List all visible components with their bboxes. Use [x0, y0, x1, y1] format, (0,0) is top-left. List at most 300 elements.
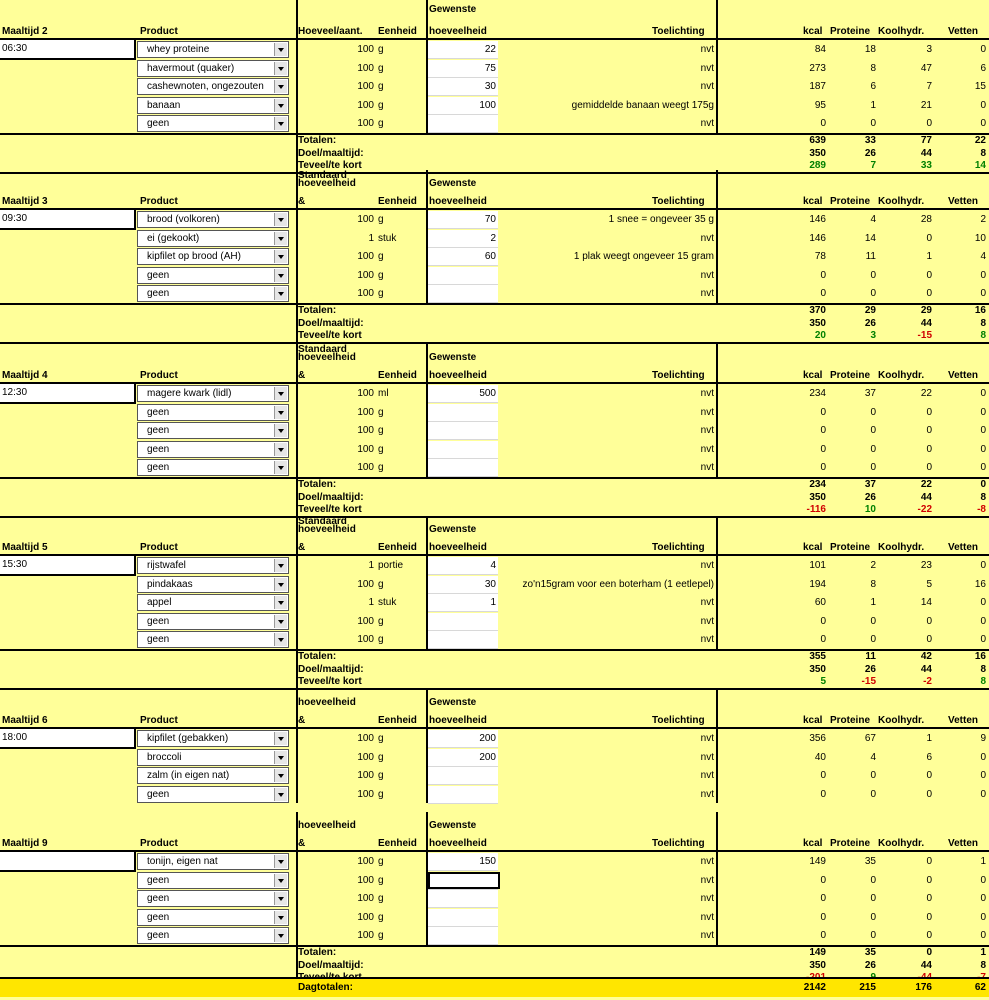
product-dropdown-value: geen: [147, 443, 170, 455]
totals-row-kcal: 355: [809, 651, 826, 662]
carb-value: 5: [926, 578, 932, 590]
difference-row-carb: -2: [923, 676, 932, 687]
kcal-value: 0: [820, 634, 826, 646]
product-dropdown-value: appel: [147, 597, 172, 609]
wanted-quantity-input[interactable]: 30: [428, 576, 498, 593]
protein-value: 11: [865, 251, 876, 263]
product-dropdown-value: geen: [147, 634, 170, 646]
goal-row-fat: 8: [980, 147, 986, 159]
protein-value: 0: [870, 893, 876, 905]
chevron-down-icon[interactable]: [274, 633, 287, 646]
col-proteine: Proteine: [830, 542, 871, 553]
fat-value: 0: [980, 930, 986, 942]
wanted-quantity-input[interactable]: 70: [428, 211, 498, 228]
kcal-value: 0: [820, 788, 826, 800]
note: nvt: [700, 788, 714, 800]
standard-quantity: 100: [357, 874, 374, 886]
meal-header: [0, 516, 989, 553]
wanted-quantity-input[interactable]: [428, 767, 498, 784]
unit: g: [378, 118, 384, 130]
carb-value: 22: [920, 388, 932, 399]
carb-value: 1: [926, 733, 932, 744]
goal-row-label: Doel/maaltijd:: [298, 959, 364, 971]
day-total-prot: 215: [859, 982, 876, 993]
kcal-value: 194: [809, 578, 826, 590]
chevron-down-icon[interactable]: [274, 117, 287, 130]
chevron-down-icon[interactable]: [274, 250, 287, 263]
chevron-down-icon[interactable]: [274, 751, 287, 764]
block-end-divider: [0, 516, 989, 518]
standard-quantity: 100: [357, 578, 374, 590]
product-dropdown[interactable]: [137, 230, 289, 247]
totals-row-fat: 16: [974, 305, 986, 316]
carb-value: 0: [926, 930, 932, 942]
col-koolhydr: Koolhydr.: [878, 838, 925, 849]
wanted-quantity-input[interactable]: 1: [428, 594, 498, 611]
standard-quantity: 100: [357, 770, 374, 782]
totals-row-label: Totalen:: [298, 479, 337, 490]
product-dropdown[interactable]: [137, 41, 289, 58]
col-koolhydr: Koolhydr.: [878, 715, 925, 726]
difference-row-carb: 33: [920, 160, 932, 171]
col-gewenste-2: hoeveelheid: [429, 715, 487, 726]
product-dropdown[interactable]: [137, 890, 289, 907]
note: nvt: [700, 560, 714, 571]
meal-time-input[interactable]: 12:30: [0, 384, 136, 404]
wanted-quantity-input[interactable]: 30: [428, 78, 498, 95]
kcal-value: 0: [820, 874, 826, 886]
difference-row-carb: -15: [917, 330, 932, 341]
carb-value: 0: [926, 443, 932, 455]
product-dropdown[interactable]: [137, 767, 289, 784]
carb-value: 28: [920, 214, 932, 225]
col-amp: &: [298, 542, 306, 553]
protein-value: 0: [870, 462, 876, 474]
col-kcal: kcal: [803, 196, 823, 207]
fat-value: 0: [980, 462, 986, 474]
product-dropdown-value: geen: [147, 406, 170, 418]
unit: g: [378, 288, 384, 300]
kcal-value: 356: [809, 733, 826, 744]
product-dropdown[interactable]: [137, 115, 289, 132]
chevron-down-icon[interactable]: [274, 929, 287, 942]
unit: g: [378, 751, 384, 763]
chevron-down-icon[interactable]: [274, 80, 287, 93]
note: nvt: [700, 462, 714, 474]
wanted-quantity-input[interactable]: 100: [428, 97, 498, 114]
unit: g: [378, 462, 384, 474]
note: nvt: [700, 388, 714, 399]
standard-quantity: 100: [357, 615, 374, 627]
carb-value: 0: [926, 462, 932, 474]
note: nvt: [700, 856, 714, 867]
standard-quantity: 100: [357, 62, 374, 74]
product-dropdown[interactable]: [137, 211, 289, 228]
product-dropdown[interactable]: [137, 927, 289, 944]
note: nvt: [700, 425, 714, 437]
product-dropdown-value: rijstwafel: [147, 560, 186, 571]
wanted-quantity-input[interactable]: 22: [428, 41, 498, 58]
protein-value: 0: [870, 118, 876, 130]
chevron-down-icon[interactable]: [274, 911, 287, 924]
unit: g: [378, 893, 384, 905]
standard-quantity: 100: [357, 733, 374, 744]
fat-value: 0: [980, 615, 986, 627]
totals-row-prot: 33: [864, 135, 876, 146]
meal-header: [0, 170, 989, 207]
header-divider: [0, 208, 989, 210]
note: nvt: [700, 81, 714, 93]
wanted-quantity-input[interactable]: [428, 927, 498, 944]
goal-row-prot: 26: [864, 491, 876, 503]
unit: g: [378, 406, 384, 418]
col-kcal: kcal: [803, 26, 823, 37]
col-gewenste-2: hoeveelheid: [429, 370, 487, 381]
chevron-down-icon[interactable]: [274, 596, 287, 609]
product-dropdown-value: havermout (quaker): [147, 62, 235, 74]
chevron-down-icon[interactable]: [274, 559, 287, 572]
fat-value: 15: [974, 81, 986, 93]
meal-header: [0, 818, 989, 848]
col-amp: &: [298, 838, 306, 849]
col-toelichting: Toelichting: [652, 715, 705, 726]
product-dropdown[interactable]: [137, 441, 289, 458]
product-dropdown-value: geen: [147, 462, 170, 474]
day-totals-row: [0, 979, 989, 997]
col-eenheid: Eenheid: [378, 838, 417, 849]
col-eenheid: Eenheid: [378, 26, 417, 37]
product-dropdown[interactable]: [137, 78, 289, 95]
chevron-down-icon[interactable]: [274, 615, 287, 628]
kcal-value: 0: [820, 118, 826, 130]
col-product: Product: [140, 715, 178, 726]
product-dropdown[interactable]: [137, 557, 289, 574]
meal-title: Maaltijd 3: [2, 196, 48, 207]
chevron-down-icon[interactable]: [274, 62, 287, 75]
unit: g: [378, 62, 384, 74]
chevron-down-icon[interactable]: [274, 424, 287, 437]
chevron-down-icon[interactable]: [274, 788, 287, 801]
standard-quantity: 100: [357, 214, 374, 225]
wanted-quantity-input[interactable]: [428, 786, 498, 803]
goal-row-kcal: 350: [809, 317, 826, 329]
wanted-quantity-input[interactable]: 200: [428, 749, 498, 766]
wanted-quantity-input[interactable]: [428, 890, 498, 907]
day-totals-label: Dagtotalen:: [298, 982, 353, 993]
kcal-value: 0: [820, 425, 826, 437]
product-dropdown[interactable]: [137, 285, 289, 302]
carb-value: 0: [926, 856, 932, 867]
unit: ml: [378, 388, 389, 399]
product-dropdown[interactable]: [137, 631, 289, 648]
note: nvt: [700, 288, 714, 300]
product-dropdown[interactable]: [137, 385, 289, 402]
carb-value: 0: [926, 874, 932, 886]
standard-quantity: 100: [357, 269, 374, 281]
note: zo'n15gram voor een boterham (1 eetlepel): [522, 578, 714, 590]
chevron-down-icon[interactable]: [274, 578, 287, 591]
meal-block: [0, 344, 989, 520]
carb-value: 6: [926, 751, 932, 763]
col-proteine: Proteine: [830, 838, 871, 849]
note: 1 snee = ongeveer 35 g: [608, 214, 714, 225]
wanted-quantity-input[interactable]: 60: [428, 248, 498, 265]
note: nvt: [700, 615, 714, 627]
protein-value: 8: [870, 62, 876, 74]
carb-value: 3: [926, 44, 932, 55]
row-grid-line: [428, 803, 498, 804]
goal-row-prot: 26: [864, 663, 876, 675]
chevron-down-icon[interactable]: [274, 406, 287, 419]
col-gewenste: Gewenste: [429, 4, 477, 15]
product-dropdown[interactable]: [137, 97, 289, 114]
chevron-down-icon[interactable]: [274, 769, 287, 782]
wanted-quantity-input[interactable]: [428, 404, 498, 421]
product-dropdown[interactable]: [137, 749, 289, 766]
goal-row-kcal: 350: [809, 491, 826, 503]
standard-quantity: 100: [357, 251, 374, 263]
col-vetten: Vetten: [948, 838, 979, 849]
note: nvt: [700, 443, 714, 455]
protein-value: 0: [870, 615, 876, 627]
meal-header: [0, 6, 989, 36]
goal-row-fat: 8: [980, 959, 986, 971]
protein-value: 0: [870, 930, 876, 942]
col-vetten: Vetten: [948, 715, 979, 726]
col-toelichting: Toelichting: [652, 196, 705, 207]
totals-row-prot: 29: [864, 305, 876, 316]
protein-value: 35: [864, 856, 876, 867]
carb-value: 47: [920, 62, 932, 74]
unit: g: [378, 874, 384, 886]
col-gewenste: Gewenste: [429, 524, 477, 535]
note: gemiddelde banaan weegt 175g: [571, 99, 714, 111]
kcal-value: 0: [820, 443, 826, 455]
protein-value: 0: [870, 425, 876, 437]
product-dropdown-value: whey proteine: [147, 44, 210, 55]
wanted-quantity-input[interactable]: 200: [428, 730, 498, 747]
col-gewenste-2: hoeveelheid: [429, 196, 487, 207]
standard-quantity: 100: [357, 388, 374, 399]
carb-value: 14: [920, 597, 932, 609]
col-amp: &: [298, 370, 306, 381]
note: nvt: [700, 44, 714, 55]
totals-row-fat: 0: [980, 479, 986, 490]
note: nvt: [700, 406, 714, 418]
goal-row-carb: 44: [920, 147, 932, 159]
standard-quantity: 1: [368, 560, 374, 571]
col-amp: &: [298, 715, 306, 726]
kcal-value: 273: [809, 62, 826, 74]
carb-value: 0: [926, 232, 932, 244]
totals-row-carb: 77: [920, 135, 932, 146]
unit: g: [378, 443, 384, 455]
protein-value: 0: [870, 911, 876, 923]
totals-row-label: Totalen:: [298, 305, 337, 316]
note: nvt: [700, 874, 714, 886]
wanted-quantity-input[interactable]: [428, 613, 498, 630]
wanted-quantity-input[interactable]: [428, 441, 498, 458]
wanted-quantity-input[interactable]: [428, 267, 498, 284]
chevron-down-icon[interactable]: [274, 874, 287, 887]
unit: g: [378, 269, 384, 281]
unit: g: [378, 214, 384, 225]
goal-row-prot: 26: [864, 317, 876, 329]
totals-row-fat: 22: [974, 135, 986, 146]
chevron-down-icon[interactable]: [274, 213, 287, 226]
fat-value: 0: [980, 770, 986, 782]
wanted-quantity-input[interactable]: [428, 459, 498, 476]
difference-row-kcal: 20: [814, 330, 826, 341]
col-product: Product: [140, 196, 178, 207]
meal-time-input[interactable]: [0, 852, 136, 872]
kcal-value: 146: [809, 214, 826, 225]
goal-row-label: Doel/maaltijd:: [298, 147, 364, 159]
chevron-down-icon[interactable]: [274, 461, 287, 474]
block-end-divider: [0, 172, 989, 174]
chevron-down-icon[interactable]: [274, 43, 287, 56]
product-dropdown[interactable]: [137, 404, 289, 421]
product-dropdown[interactable]: [137, 872, 289, 889]
meal-time-input[interactable]: 15:30: [0, 556, 136, 576]
fat-value: 10: [974, 232, 986, 244]
chevron-down-icon[interactable]: [274, 99, 287, 112]
product-dropdown-value: geen: [147, 788, 170, 800]
unit: stuk: [378, 232, 397, 244]
protein-value: 4: [870, 214, 876, 225]
kcal-value: 95: [814, 99, 826, 111]
totals-row-label: Totalen:: [298, 651, 337, 662]
column-divider: [296, 689, 298, 803]
totals-row-kcal: 234: [809, 479, 826, 490]
column-divider: [716, 344, 718, 477]
unit: g: [378, 578, 384, 590]
totals-row-kcal: 149: [809, 947, 826, 958]
difference-row-fat: 14: [974, 160, 986, 171]
wanted-quantity-input[interactable]: 4: [428, 557, 498, 574]
column-divider: [716, 170, 718, 303]
col-vetten: Vetten: [948, 26, 979, 37]
col-proteine: Proteine: [830, 26, 871, 37]
product-dropdown-value: broccoli: [147, 751, 182, 763]
wanted-quantity-input[interactable]: [428, 872, 500, 889]
wanted-quantity-input[interactable]: 150: [428, 853, 498, 870]
product-dropdown[interactable]: [137, 613, 289, 630]
kcal-value: 149: [809, 856, 826, 867]
wanted-quantity-input[interactable]: [428, 631, 498, 648]
block-end-divider: [0, 342, 989, 344]
meal-header: [0, 344, 989, 381]
kcal-value: 234: [809, 388, 826, 399]
product-dropdown[interactable]: [137, 248, 289, 265]
kcal-value: 78: [814, 251, 826, 263]
wanted-quantity-input[interactable]: 500: [428, 385, 498, 402]
product-dropdown-value: ei (gekookt): [147, 232, 200, 244]
unit: g: [378, 733, 384, 744]
chevron-down-icon[interactable]: [274, 232, 287, 245]
col-eenheid: Eenheid: [378, 542, 417, 553]
difference-row-prot: 3: [870, 330, 876, 341]
difference-row-kcal: -116: [806, 504, 826, 515]
col-toelichting: Toelichting: [652, 26, 705, 37]
product-dropdown[interactable]: [137, 730, 289, 747]
protein-value: 1: [870, 99, 876, 111]
wanted-quantity-input[interactable]: [428, 115, 498, 132]
product-dropdown[interactable]: [137, 909, 289, 926]
difference-row-prot: -15: [861, 676, 876, 687]
chevron-down-icon[interactable]: [274, 443, 287, 456]
protein-value: 0: [870, 874, 876, 886]
product-dropdown[interactable]: [137, 60, 289, 77]
fat-value: 0: [980, 597, 986, 609]
protein-value: 8: [870, 578, 876, 590]
product-dropdown[interactable]: [137, 594, 289, 611]
difference-row-carb: -22: [917, 504, 932, 515]
chevron-down-icon[interactable]: [274, 269, 287, 282]
goal-row-carb: 44: [920, 491, 932, 503]
product-dropdown[interactable]: [137, 853, 289, 870]
standard-quantity: 100: [357, 406, 374, 418]
col-hoeveel: Hoeveel/aant.: [298, 26, 363, 37]
wanted-quantity-input[interactable]: [428, 285, 498, 302]
col-vetten: Vetten: [948, 196, 979, 207]
product-dropdown[interactable]: [137, 422, 289, 439]
col-proteine: Proteine: [830, 715, 871, 726]
protein-value: 18: [864, 44, 876, 55]
product-dropdown[interactable]: [137, 459, 289, 476]
product-dropdown-value: magere kwark (lidl): [147, 388, 232, 399]
product-dropdown[interactable]: [137, 576, 289, 593]
protein-value: 0: [870, 788, 876, 800]
wanted-quantity-input[interactable]: [428, 909, 498, 926]
col-toelichting: Toelichting: [652, 542, 705, 553]
chevron-down-icon[interactable]: [274, 732, 287, 745]
standard-quantity: 100: [357, 930, 374, 942]
carb-value: 7: [926, 81, 932, 93]
col-product: Product: [140, 838, 178, 849]
standard-quantity: 1: [368, 597, 374, 609]
col-hoeveelheid: hoeveelheid: [298, 524, 356, 535]
totals-row-prot: 37: [864, 479, 876, 490]
column-divider: [716, 812, 718, 945]
product-dropdown[interactable]: [137, 786, 289, 803]
carb-value: 0: [926, 615, 932, 627]
wanted-quantity-input[interactable]: 75: [428, 60, 498, 77]
chevron-down-icon[interactable]: [274, 387, 287, 400]
difference-row-fat: 8: [980, 330, 986, 341]
product-dropdown[interactable]: [137, 267, 289, 284]
product-dropdown-value: geen: [147, 930, 170, 942]
meal-time-input[interactable]: 09:30: [0, 210, 136, 230]
col-gewenste: Gewenste: [429, 697, 477, 708]
goal-row-carb: 44: [920, 317, 932, 329]
carb-value: 0: [926, 788, 932, 800]
wanted-quantity-input[interactable]: 2: [428, 230, 498, 247]
chevron-down-icon[interactable]: [274, 892, 287, 905]
meal-time-input[interactable]: 18:00: [0, 729, 136, 749]
wanted-quantity-input[interactable]: [428, 422, 498, 439]
difference-row-label: Teveel/te kort: [298, 504, 362, 515]
totals-row-carb: 29: [920, 305, 932, 316]
note: nvt: [700, 770, 714, 782]
chevron-down-icon[interactable]: [274, 287, 287, 300]
standard-quantity: 100: [357, 443, 374, 455]
kcal-value: 0: [820, 893, 826, 905]
meal-time-input[interactable]: 06:30: [0, 40, 136, 60]
meal-block: [0, 170, 989, 346]
totals-row-label: Totalen:: [298, 135, 337, 146]
chevron-down-icon[interactable]: [274, 855, 287, 868]
